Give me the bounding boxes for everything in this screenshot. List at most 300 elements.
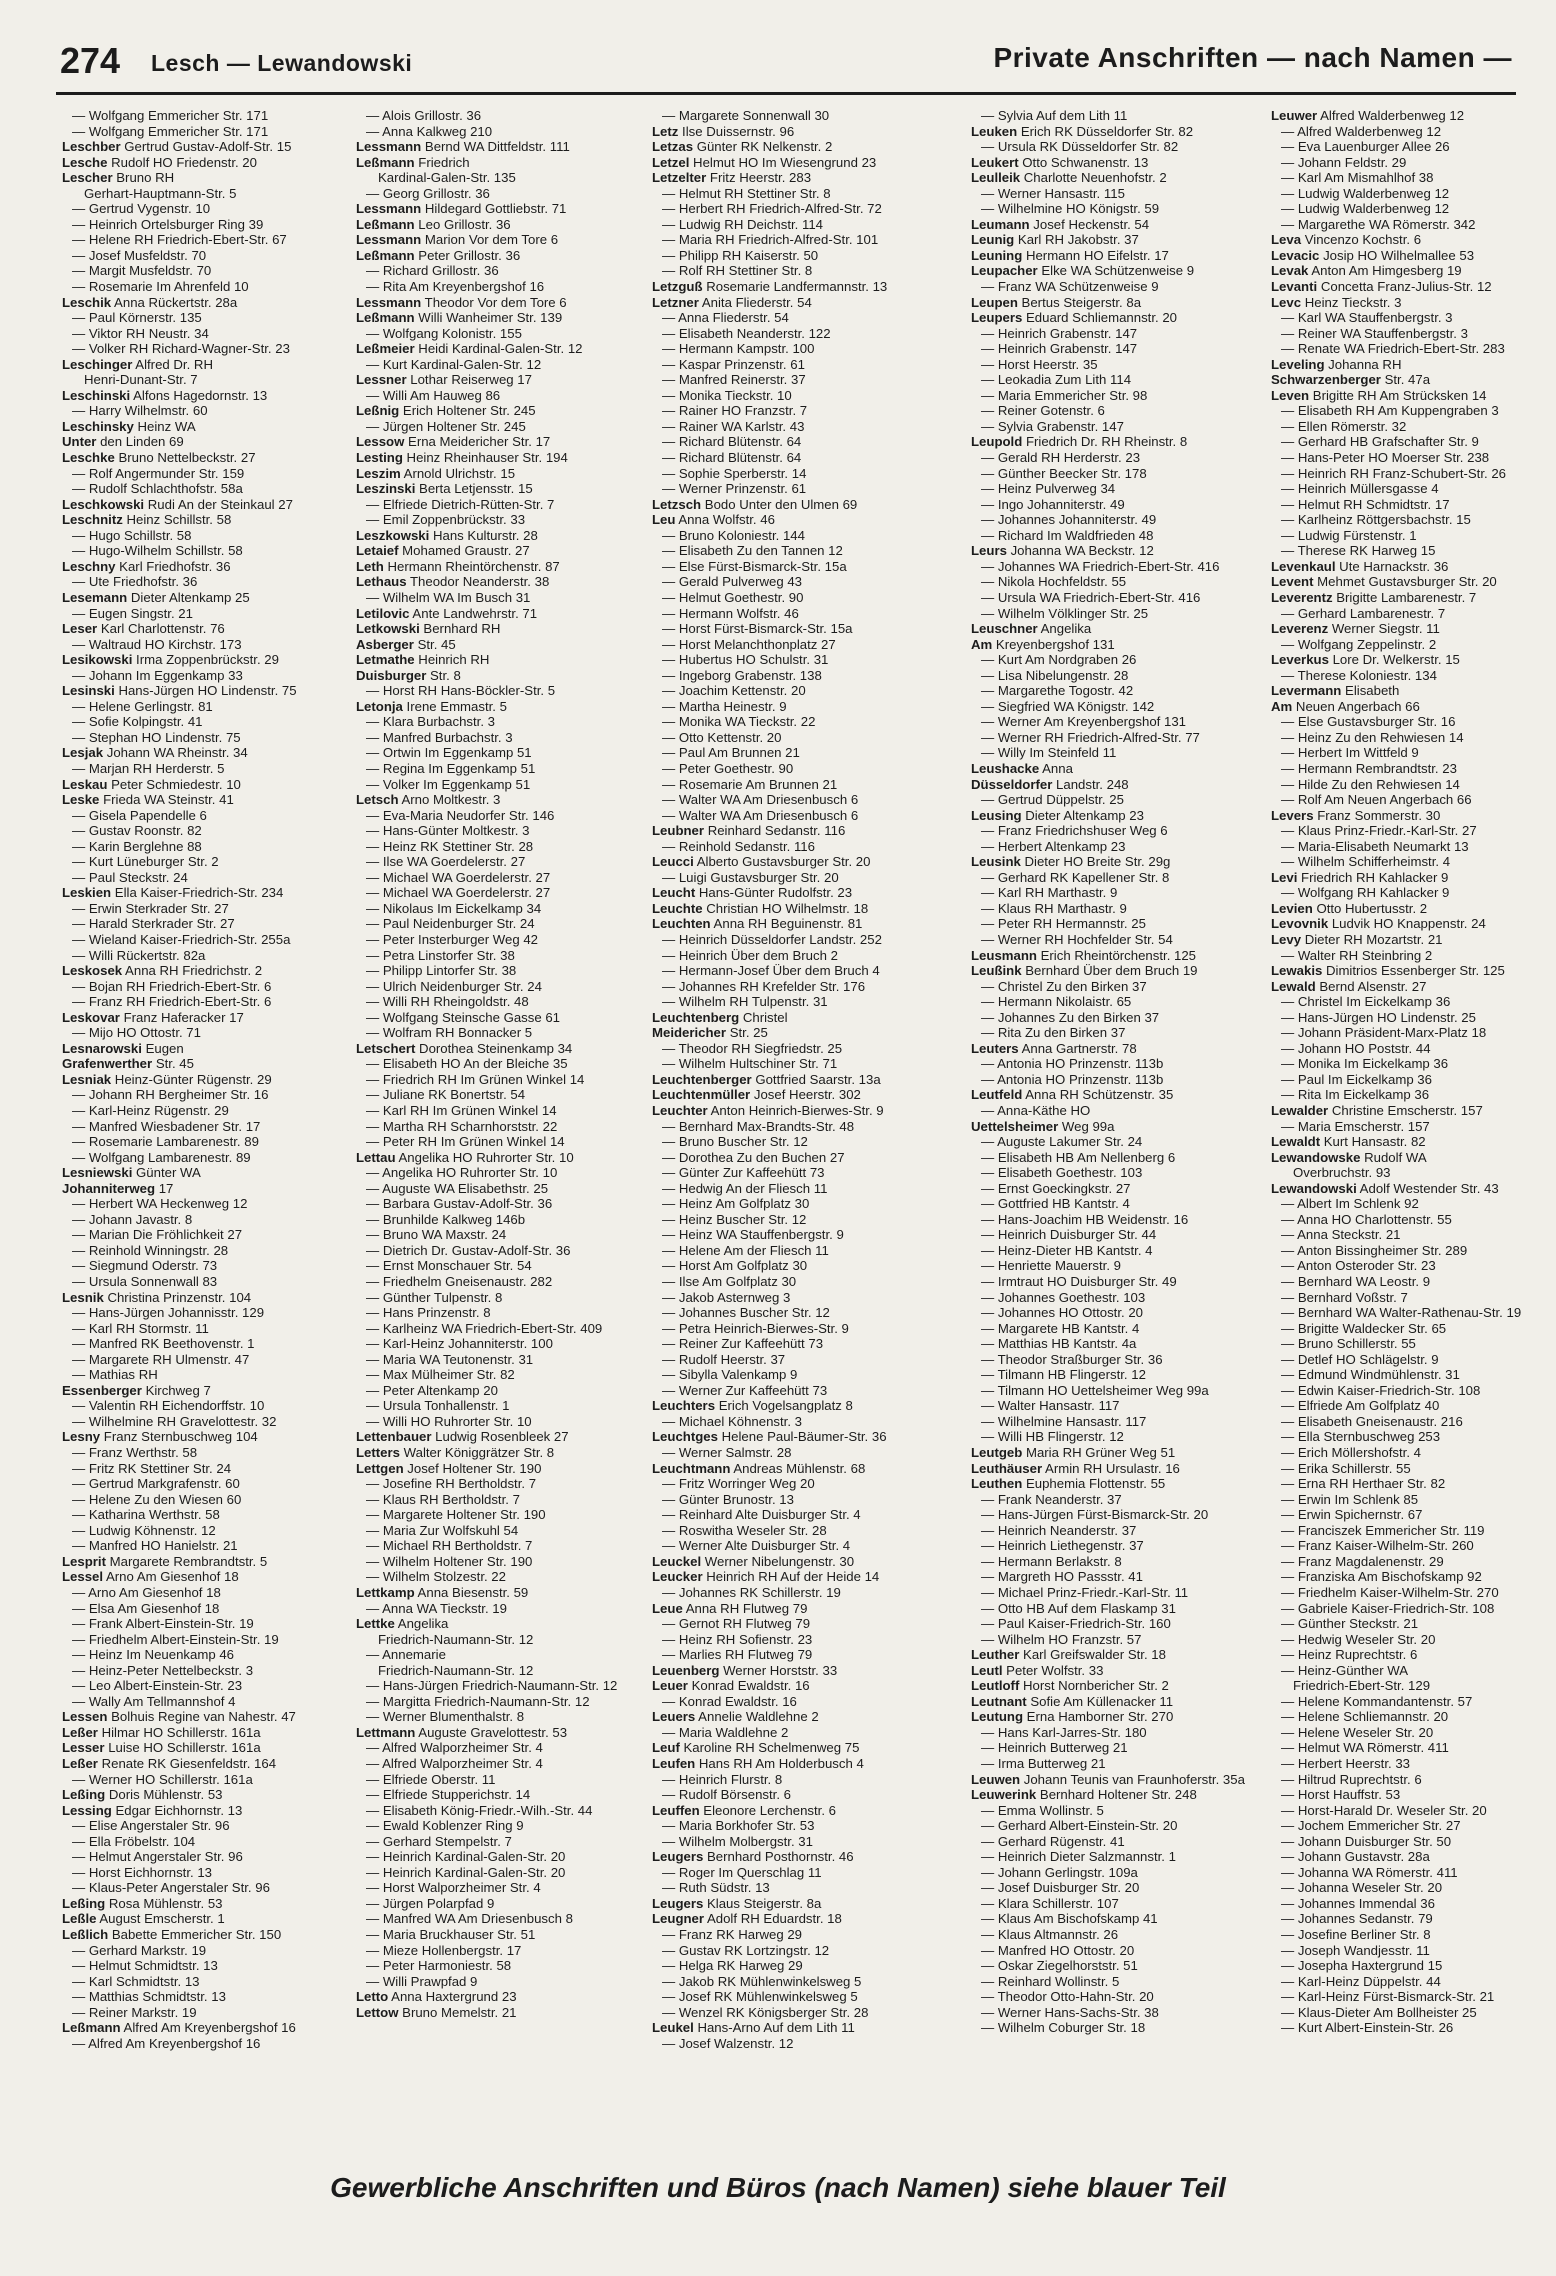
directory-entry: Levy Dieter RH Mozartstr. 21 [1271,931,1443,947]
directory-entry: Levers Franz Sommerstr. 30 [1271,807,1441,823]
directory-entry: — Helene Kommandantenstr. 57 [1281,1693,1473,1709]
directory-entry: — Michael Köhnenstr. 3 [662,1413,803,1429]
directory-entry: — Maria Bruckhauser Str. 51 [366,1926,536,1942]
directory-entry: Letonja Irene Emmastr. 5 [356,698,507,714]
directory-entry: — Walter WA Am Driesenbusch 6 [662,792,859,808]
directory-entry: — Hans-Jürgen HO Lindenstr. 25 [1281,1009,1476,1025]
directory-entry: — Dietrich Dr. Gustav-Adolf-Str. 36 [366,1242,571,1258]
directory-entry: — Kaspar Prinzenstr. 61 [662,356,805,372]
directory-entry: — Erika Schillerstr. 55 [1281,1460,1411,1476]
directory-entry: — Therese RK Harweg 15 [1281,543,1436,559]
directory-entry: — Paul Im Eickelkamp 36 [1281,1071,1432,1087]
directory-entry: — Rosemarie Im Ahrenfeld 10 [72,279,249,295]
directory-entry: — Karl RH Stormstr. 11 [72,1320,209,1336]
directory-entry: Letzsch Bodo Unter den Ulmen 69 [652,496,858,512]
directory-entry: Leumann Josef Heckenstr. 54 [971,216,1150,232]
directory-entry: — Marian Die Fröhlichkeit 27 [72,1227,243,1243]
directory-entry: — Franciszek Emmericher Str. 119 [1281,1522,1485,1538]
directory-entry: Leuers Annelie Waldlehne 2 [652,1709,819,1725]
directory-entry: — Herbert Heerstr. 33 [1281,1755,1410,1771]
directory-entry: — Gertrud Markgrafenstr. 60 [72,1476,240,1492]
directory-entry: — Anna-Käthe HO [981,1103,1091,1118]
directory-entry: — Therese Koloniestr. 134 [1281,667,1437,683]
directory-entry: — Reinhold Winningstr. 28 [72,1242,229,1258]
directory-entry: — Reinhold Sedanstr. 116 [662,838,815,854]
directory-entry: Leutl Peter Wolfstr. 33 [971,1662,1104,1678]
directory-entry: — Johann RH Bergheimer Str. 16 [72,1087,269,1103]
directory-entry: Leupers Eduard Schliemannstr. 20 [971,310,1177,326]
directory-entry: — Fritz Worringer Weg 20 [662,1476,815,1492]
directory-entry: — Peter RH Hermannstr. 25 [981,916,1146,932]
directory-entry: Leschik Anna Rückertstr. 28a [62,294,238,310]
directory-entry: — Friedhelm Albert-Einstein-Str. 19 [72,1631,279,1647]
directory-entry: — Hans Karl-Jarres-Str. 180 [981,1724,1147,1740]
directory-entry: Leuters Anna Gartnerstr. 78 [971,1040,1137,1056]
directory-entry: Lettenbauer Ludwig Rosenbleek 27 [356,1429,569,1445]
directory-entry: Grafenwerther Str. 45 [62,1056,194,1072]
directory-entry: — Luigi Gustavsburger Str. 20 [662,869,839,885]
directory-entry: Leschkowski Rudi An der Steinkaul 27 [62,496,293,512]
directory-entry: Duisburger Str. 8 [356,667,461,683]
directory-entry: — Johannes HO Ottostr. 20 [981,1305,1143,1321]
directory-entry: — Ludwig RH Deichstr. 114 [662,216,824,232]
directory-entry: — Margarete Holtener Str. 190 [366,1507,546,1523]
directory-entry: — Peter Insterburger Weg 42 [366,931,539,947]
directory-entry: — Mathias RH [72,1367,158,1383]
directory-entry: — Horst Heerstr. 35 [981,356,1098,372]
directory-entry: — Theodor RH Siegfriedstr. 25 [662,1040,843,1056]
directory-entry: — Leokadia Zum Lith 114 [981,372,1132,388]
directory-entry: — Gerhard Lambarenestr. 7 [1281,605,1446,621]
directory-entry: — Edwin Kaiser-Friedrich-Str. 108 [1281,1382,1481,1398]
directory-entry: — Elisabeth RH Am Kuppengraben 3 [1281,403,1499,419]
directory-entry: Letzelter Fritz Heerstr. 283 [652,170,812,186]
directory-entry: — Elise Angerstaler Str. 96 [72,1818,230,1834]
directory-entry: — Wolfgang Emmericher Str. 171 [72,108,269,123]
directory-entry: — Manfred Wiesbadener Str. 17 [72,1118,261,1134]
directory-entry: — Frank Albert-Einstein-Str. 19 [72,1616,254,1632]
directory-entry: Leschinski Alfons Hagedornstr. 13 [62,387,268,403]
directory-entry: — Siegfried WA Königstr. 142 [981,698,1155,714]
directory-entry: — Paul Körnerstr. 135 [72,310,202,326]
directory-entry: — Sofie Kolpingstr. 41 [72,714,203,730]
directory-entry: Leschinsky Heinz WA [62,418,196,434]
name-range: Lesch — Lewandowski [151,50,413,76]
directory-entry: — Siegmund Oderstr. 73 [72,1258,218,1274]
directory-entry: — Friedhelm Kaiser-Wilhelm-Str. 270 [1281,1584,1499,1600]
directory-entry: — Heinrich Düsseldorfer Landstr. 252 [662,931,882,947]
directory-entry: Lesny Franz Sternbuschweg 104 [62,1429,258,1445]
directory-entry: — Monika Tieckstr. 10 [662,387,792,403]
directory-entry: Meidericher Str. 25 [652,1025,768,1041]
directory-entry: — Wilhelm Holtener Str. 190 [366,1553,533,1569]
directory-entry: Leveling Johanna RH [1271,356,1402,372]
directory-entry: — Oskar Ziegelhorststr. 51 [981,1958,1138,1974]
directory-entry: — Gabriele Kaiser-Friedrich-Str. 108 [1281,1600,1495,1616]
directory-entry: — Hans Prinzenstr. 8 [366,1305,491,1321]
directory-entry: — Harald Sterkrader Str. 27 [72,916,235,932]
directory-entry: Lethaus Theodor Neanderstr. 38 [356,574,550,590]
directory-entry: — Auguste Lakumer Str. 24 [981,1134,1143,1150]
directory-entry: — Franz WA Schützenweise 9 [981,279,1159,295]
directory-entry: Leusmann Erich Rheintörchenstr. 125 [971,947,1197,963]
directory-entry: — Horst Melanchthonplatz 27 [662,636,836,652]
directory-entry: Schwarzenberger Str. 47a [1271,372,1431,388]
directory-entry: Levent Mehmet Gustavsburger Str. 20 [1271,574,1497,590]
directory-entry: — Wilhelmine HO Königstr. 59 [981,201,1160,217]
directory-entry: Leschny Karl Friedhofstr. 36 [62,558,231,574]
directory-entry: — Klara Burbachstr. 3 [366,714,496,730]
directory-entry: — Peter Altenkamp 20 [366,1382,498,1398]
directory-entry: — Josepha Haxtergrund 15 [1281,1958,1443,1974]
directory-entry: Leser Karl Charlottenstr. 76 [62,621,225,637]
directory-entry: — Else Gustavsburger Str. 16 [1281,714,1456,730]
directory-entry: — Franz RK Harweg 29 [662,1926,802,1942]
directory-entry: Lescher Bruno RH [62,170,175,186]
directory-entry: Leuchten Anna RH Beguinenstr. 81 [652,916,863,932]
directory-entry: — Hans-Jürgen Friedrich-Naumann-Str. 12 [366,1678,618,1694]
directory-entry: — Wilhelm HO Franzstr. 57 [981,1631,1142,1647]
directory-entry: — Karl RH Im Grünen Winkel 14 [366,1103,557,1118]
directory-entry: — Ingeborg Grabenstr. 138 [662,667,822,683]
directory-entry: — Karl-Heinz Rügenstr. 29 [72,1103,229,1118]
directory-entry: Asberger Str. 45 [356,636,456,652]
directory-entry: Leßer Hilmar HO Schillerstr. 161a [62,1724,261,1740]
directory-entry: Leuchtenberg Christel [652,1009,788,1025]
directory-entry: — Josef Duisburger Str. 20 [981,1880,1140,1896]
directory-entry: — Bojan RH Friedrich-Ebert-Str. 6 [72,978,272,994]
directory-entry: — Monika WA Tieckstr. 22 [662,714,816,730]
directory-entry: Leunig Karl RH Jakobstr. 37 [971,232,1139,248]
directory-entry: — Joachim Kettenstr. 20 [662,683,806,699]
directory-entry: — Monika Im Eickelkamp 36 [1281,1056,1449,1072]
footer-note: Gewerbliche Anschriften und Büros (nach Namen) siehe blauer Teil [330,2172,1226,2203]
directory-entry: — Johann Gustavstr. 28a [1281,1849,1430,1865]
directory-entry: — Kurt Lüneburger Str. 2 [72,854,219,870]
directory-entry: — Heinrich Dieter Salzmannstr. 1 [981,1849,1176,1865]
directory-entry: Leusink Dieter HO Breite Str. 29g [971,854,1171,870]
directory-entry: Leuchtmann Andreas Mühlenstr. 68 [652,1460,866,1476]
directory-entry: Lesemann Dieter Altenkamp 25 [62,589,250,605]
directory-entry: — Theodor Otto-Hahn-Str. 20 [981,1989,1154,2005]
directory-entry: Levi Friedrich RH Kahlacker 9 [1271,869,1449,885]
directory-entry: — Karl-Heinz Fürst-Bismarck-Str. 21 [1281,1989,1495,2005]
directory-entry: Letzguß Rosemarie Landfermannstr. 13 [652,279,888,295]
directory-entry: — Ernst Goeckingkstr. 27 [981,1180,1131,1196]
directory-entry: — Hans-Jürgen Fürst-Bismarck-Str. 20 [981,1507,1209,1523]
directory-entry: — Johannes Sedanstr. 79 [1281,1911,1433,1927]
directory-entry: — Heinrich Liethegenstr. 37 [981,1538,1144,1554]
directory-entry: — Wolfgang Kolonistr. 155 [366,325,522,341]
directory-entry: — Sibylla Valenkamp 9 [662,1367,798,1383]
directory-entry: — Maria Zur Wolfskuhl 54 [366,1522,519,1538]
directory-entry: — Matthias HB Kantstr. 4a [981,1336,1137,1352]
directory-entry: — Heinrich Grabenstr. 147 [981,341,1138,357]
directory-entry: — Johann Duisburger Str. 50 [1281,1833,1452,1849]
page-number: 274 [60,40,121,81]
directory-entry: Levermann Elisabeth [1271,683,1400,699]
directory-entry: Letsch Arno Moltkestr. 3 [356,792,501,808]
directory-entry: Friedrich-Ebert-Str. 129 [1293,1678,1431,1694]
directory-entry: — Matthias Schmidtstr. 13 [72,1989,226,2005]
directory-entry: — Werner RH Hochfelder Str. 54 [981,931,1173,947]
directory-entry: — Walter Hansastr. 117 [981,1398,1120,1414]
directory-entry: — Ute Friedhofstr. 36 [72,574,198,590]
directory-entry: — Reinhard Alte Duisburger Str. 4 [662,1507,861,1523]
directory-entry: — Wieland Kaiser-Friedrich-Str. 255a [72,931,291,947]
directory-entry: Leuchtenmüller Josef Heerstr. 302 [652,1087,861,1103]
directory-entry: Leucker Heinrich RH Auf der Heide 14 [652,1569,880,1585]
directory-entry: — Johanna Weseler Str. 20 [1281,1880,1443,1896]
directory-entry: — Werner Salmstr. 28 [662,1445,792,1461]
directory-entry: — Ewald Koblenzer Ring 9 [366,1818,524,1834]
directory-entry: — Petra Heinrich-Bierwes-Str. 9 [662,1320,849,1336]
directory-entry: — Helene Schliemannstr. 20 [1281,1709,1449,1725]
directory-entry: — Wilhelm Stolzestr. 22 [366,1569,506,1585]
directory-entry: — Werner Zur Kaffeehütt 73 [662,1382,828,1398]
directory-entry: — Katharina Werthstr. 58 [72,1507,220,1523]
directory-entry: — Helene Zu den Wiesen 60 [72,1491,242,1507]
directory-entry: — Richard Im Waldfrieden 48 [981,527,1154,543]
directory-entry: — Hans-Peter HO Moerser Str. 238 [1281,450,1490,466]
directory-entry: — Wolfgang Emmericher Str. 171 [72,123,269,139]
directory-entry: — Elfriede Am Golfplatz 40 [1281,1398,1440,1414]
directory-entry: Letzner Anita Fliederstr. 54 [652,294,812,310]
directory-entry: Lessmann Bernd WA Dittfeldstr. 111 [356,139,570,155]
directory-entry: — Jürgen Polarpfad 9 [366,1895,495,1911]
directory-entry: — Rosemarie Am Brunnen 21 [662,776,838,792]
directory-entry: — Heinz Pulverweg 34 [981,481,1116,497]
directory-entry: Lewandowski Adolf Westender Str. 43 [1271,1180,1499,1196]
directory-entry: — Rainer WA Karlstr. 43 [662,418,805,434]
directory-entry: Uettelsheimer Weg 99a [971,1118,1115,1134]
directory-entry: Leskau Peter Schmiedestr. 10 [62,776,241,792]
directory-entry: — Michael WA Goerdelerstr. 27 [366,885,551,901]
directory-entry: Leusing Dieter Altenkamp 23 [971,807,1144,823]
directory-entry: — Hans-Günter Moltkestr. 3 [366,823,530,839]
directory-entry: — Gustav RK Lortzingstr. 12 [662,1942,830,1958]
directory-entry: — Viktor RH Neustr. 34 [72,325,209,341]
directory-entry: Essenberger Kirchweg 7 [62,1382,211,1398]
directory-entry: — Michael Prinz-Friedr.-Karl-Str. 11 [981,1584,1189,1600]
directory-entry: — Irmtraut HO Duisburger Str. 49 [981,1274,1177,1290]
directory-entry: — Werner Alte Duisburger Str. 4 [662,1538,851,1554]
directory-entry: — Werner Am Kreyenbergshof 131 [981,714,1186,730]
directory-entry: — Maria Emscherstr. 157 [1281,1118,1430,1134]
directory-entry: — Gernot RH Flutweg 79 [662,1616,811,1632]
directory-entry: — Klaus Altmannstr. 26 [981,1926,1119,1942]
directory-entry: — Josef Walzenstr. 12 [662,2035,794,2051]
directory-entry: — Dorothea Zu den Buchen 27 [662,1149,845,1165]
directory-entry: — Hiltrud Ruprechtstr. 6 [1281,1771,1422,1787]
directory-entry: — Horst Hauffstr. 53 [1281,1787,1401,1803]
directory-entry: — Willi HO Ruhrorter Str. 10 [366,1413,532,1429]
directory-entry: Lewald Bernd Alsenstr. 27 [1271,978,1427,994]
directory-entry: — Volker RH Richard-Wagner-Str. 23 [72,341,290,357]
directory-entry: — Klara Schillerstr. 107 [981,1895,1119,1911]
directory-entry: — Gerhard Rügenstr. 41 [981,1833,1125,1849]
directory-entry: — Sophie Sperberstr. 14 [662,465,807,481]
directory-entry: — Sylvia Grabenstr. 147 [981,418,1124,434]
directory-entry: Leschke Bruno Nettelbeckstr. 27 [62,450,256,466]
directory-entry: Johanniterweg 17 [62,1180,174,1196]
directory-entry: — Willi Am Hauweg 86 [366,387,501,403]
directory-entry: — Klaus Prinz-Friedr.-Karl-Str. 27 [1281,823,1477,839]
directory-entry: — Maria Waldlehne 2 [662,1724,789,1740]
directory-entry: — Rainer HO Franzstr. 7 [662,403,808,419]
directory-entry: Leßmann Peter Grillostr. 36 [356,247,521,263]
directory-entry: Leuchters Erich Vogelsangplatz 8 [652,1398,853,1414]
directory-entry: — Harry Wilhelmstr. 60 [72,403,208,419]
directory-entry: Leßlich Babette Emmericher Str. 150 [62,1926,282,1942]
directory-entry: — Bruno Schillerstr. 55 [1281,1336,1416,1352]
directory-entry: — Margarethe Togostr. 42 [981,683,1134,699]
directory-entry: — Sylvia Auf dem Lith 11 [981,108,1128,123]
directory-entry: — Eugen Singstr. 21 [72,605,193,621]
directory-entry: Levien Otto Hubertusstr. 2 [1271,900,1428,916]
directory-entry: — Heinz Zu den Rehwiesen 14 [1281,729,1464,745]
directory-entry: — Alfred Walporzheimer Str. 4 [366,1755,543,1771]
directory-entry: — Elisabeth HB Am Nellenberg 6 [981,1149,1176,1165]
directory-entry: — Franz RH Friedrich-Ebert-Str. 6 [72,994,272,1010]
directory-entry: — Johannes RH Krefelder Str. 176 [662,978,866,994]
directory-entry: — Christel Im Eickelkamp 36 [1281,994,1451,1010]
directory-entry: — Gerhard RK Kapellener Str. 8 [981,869,1170,885]
directory-entry: Lesprit Margarete Rembrandtstr. 5 [62,1553,268,1569]
directory-entry: — Heinz-Günther WA [1281,1662,1409,1678]
directory-entry: Levacic Josip HO Wilhelmallee 53 [1271,247,1475,263]
directory-entry: Leupacher Elke WA Schützenweise 9 [971,263,1195,279]
directory-entry: Leskien Ella Kaiser-Friedrich-Str. 234 [62,885,284,901]
directory-entry: — Friedrich RH Im Grünen Winkel 14 [366,1071,585,1087]
directory-entry: — Petra Linstorfer Str. 38 [366,947,515,963]
directory-entry: — Maria Borkhofer Str. 53 [662,1818,815,1834]
directory-entry: — Roswitha Weseler Str. 28 [662,1522,827,1538]
directory-entry: — Ulrich Neidenburger Str. 24 [366,978,542,994]
directory-column-3 [652,108,937,2138]
directory-entry: — Horst-Harald Dr. Weseler Str. 20 [1281,1802,1487,1818]
directory-entry: — Reiner Zur Kaffeehütt 73 [662,1336,824,1352]
directory-entry: — Wilhelm WA Im Busch 31 [366,589,531,605]
directory-entry: — Franziska Am Bischofskamp 92 [1281,1569,1482,1585]
directory-entry: — Alfred Walporzheimer Str. 4 [366,1740,543,1756]
directory-entry: — Wilhelm Coburger Str. 18 [981,2020,1146,2036]
directory-entry: — Helene Am der Fliesch 11 [662,1242,829,1258]
directory-entry: Leugers Klaus Steigerstr. 8a [652,1895,822,1911]
directory-entry: — Edmund Windmühlenstr. 31 [1281,1367,1460,1383]
directory-entry: — Anton Osteroder Str. 23 [1281,1258,1436,1274]
directory-entry: — Wolfgang Steinsche Gasse 61 [366,1009,561,1025]
directory-entry: — Bernhard Voßstr. 7 [1281,1289,1408,1305]
directory-entry: Leverkus Lore Dr. Welkerstr. 15 [1271,652,1460,668]
directory-entry: Leskovar Franz Haferacker 17 [62,1009,244,1025]
directory-entry: Lesniewski Günter WA [62,1165,201,1181]
directory-entry: — Heinz Ruprechtstr. 6 [1281,1647,1418,1663]
directory-entry: Leschinger Alfred Dr. RH [62,356,213,372]
directory-entry: — Manfred RK Beethovenstr. 1 [72,1336,255,1352]
directory-entry: — Helmut Schmidtstr. 13 [72,1958,218,1974]
directory-entry: — Hans-Jürgen Johannisstr. 129 [72,1305,265,1321]
directory-entry: — Heinrich Müllersgasse 4 [1281,481,1439,497]
directory-entry: — Klaus Am Bischofskamp 41 [981,1911,1158,1927]
directory-entry: — Marlies RH Flutweg 79 [662,1647,813,1663]
directory-entry: — Michael RH Bertholdstr. 7 [366,1538,533,1554]
directory-entry: Levanti Concetta Franz-Julius-Str. 12 [1271,279,1492,295]
directory-entry: Lesser Luise HO Schillerstr. 161a [62,1740,261,1756]
directory-entry: — Johann Feldstr. 29 [1281,154,1407,170]
directory-entry: — Elfriede Stupperichstr. 14 [366,1787,531,1803]
directory-entry: — Johann Präsident-Marx-Platz 18 [1281,1025,1487,1041]
directory-entry: Leszkowski Hans Kulturstr. 28 [356,527,538,543]
directory-entry: — Kurt Kardinal-Galen-Str. 12 [366,356,542,372]
directory-entry: — Ingo Johanniterstr. 49 [981,496,1125,512]
directory-entry: — Wolfgang RH Kahlacker 9 [1281,885,1450,901]
directory-entry: — Rosemarie Lambarenestr. 89 [72,1134,259,1150]
directory-entry: — Eva-Maria Neudorfer Str. 146 [366,807,555,823]
directory-entry: — Heinrich Flurstr. 8 [662,1771,783,1787]
directory-entry: Leuchte Christian HO Wilhelmstr. 18 [652,900,869,916]
directory-entry: — Paul Steckstr. 24 [72,869,188,885]
directory-entry: — Karl-Heinz Düppelstr. 44 [1281,1973,1441,1989]
directory-entry: — Wilhelm Molbergstr. 31 [662,1833,813,1849]
directory-entry: — Albert Im Schlenk 92 [1281,1196,1419,1212]
directory-entry: — Friedhelm Gneisenaustr. 282 [366,1274,553,1290]
directory-entry: Leucci Alberto Gustavsburger Str. 20 [652,854,871,870]
directory-entry: Letaief Mohamed Graustr. 27 [356,543,530,559]
directory-entry: Lettow Bruno Memelstr. 21 [356,2004,517,2020]
directory-entry: — Gerhard Albert-Einstein-Str. 20 [981,1818,1178,1834]
directory-entry: Leuthen Euphemia Flottenstr. 55 [971,1476,1166,1492]
directory-entry: — Günther Steckstr. 21 [1281,1616,1419,1632]
directory-entry: — Marjan RH Herderstr. 5 [72,760,225,776]
directory-entry: — Heinz-Peter Nettelbeckstr. 3 [72,1662,254,1678]
directory-entry: — Anna WA Tieckstr. 19 [366,1600,507,1616]
directory-entry: — Maria Emmericher Str. 98 [981,387,1148,403]
directory-entry: — Rita Im Eickelkamp 36 [1281,1087,1430,1103]
directory-entry: Lessmann Hildegard Gottliebstr. 71 [356,201,567,217]
directory-entry: — Richard Blütenstr. 64 [662,434,802,450]
directory-entry: — Elisabeth Gneisenaustr. 216 [1281,1413,1463,1429]
directory-entry: — Heinrich Duisburger Str. 44 [981,1227,1157,1243]
directory-entry: — Josef RK Mühlenwinkelsweg 5 [662,1989,858,2005]
directory-entry: — Anna Fliederstr. 54 [662,310,789,326]
directory-entry: — Bernhard WA Leostr. 9 [1281,1274,1431,1290]
directory-entry: — Wally Am Tellmannshof 4 [72,1693,236,1709]
directory-entry: — Emma Wollinstr. 5 [981,1802,1104,1818]
directory-entry: Leutloff Horst Nornbericher Str. 2 [971,1678,1169,1694]
directory-entry: — Wilhelm Schifferheimstr. 4 [1281,854,1451,870]
directory-entry: — Manfred Burbachstr. 3 [366,729,513,745]
directory-entry: Leszim Arnold Ulrichstr. 15 [356,465,516,481]
directory-entry: — Valentin RH Eichendorffstr. 10 [72,1398,265,1414]
directory-entry: — Annemarie [366,1647,446,1663]
directory-entry: — Martha RH Scharnhorststr. 22 [366,1118,558,1134]
directory-entry: — Elisabeth König-Friedr.-Wilh.-Str. 44 [366,1802,593,1818]
directory-entry: Leuchtenberger Gottfried Saarstr. 13a [652,1071,881,1087]
directory-entry: — Heinrich Kardinal-Galen-Str. 20 [366,1864,566,1880]
directory-entry: — Helmut RH Schmidtstr. 17 [1281,496,1450,512]
directory-entry: — Ludwig Fürstenstr. 1 [1281,527,1417,543]
directory-entry: — Helmut Angerstaler Str. 96 [72,1849,243,1865]
directory-entry: — Philipp RH Kaiserstr. 50 [662,247,819,263]
directory-entry: Leßnig Erich Holtener Str. 245 [356,403,536,419]
directory-entry: Lessel Arno Am Giesenhof 18 [62,1569,239,1585]
directory-entry: Letkowski Bernhard RH [356,621,501,637]
directory-entry: — Henriette Mauerstr. 9 [981,1258,1121,1274]
directory-entry: — Wilhelm Völklinger Str. 25 [981,605,1149,621]
directory-entry: — Klaus-Dieter Am Bollheister 25 [1281,2004,1477,2020]
directory-entry: Gerhart-Hauptmann-Str. 5 [84,185,237,201]
